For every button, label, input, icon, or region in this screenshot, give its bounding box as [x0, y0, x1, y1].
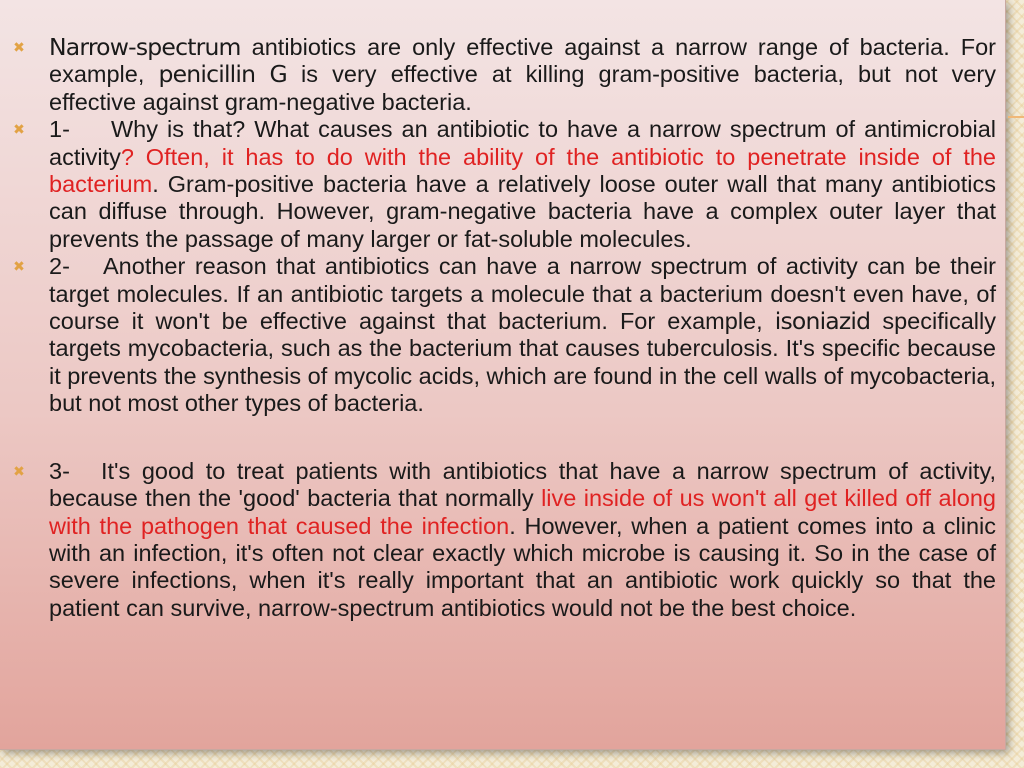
bullet-3: [0, 458, 996, 622]
keyword-narrow-spectrum: Narrow-spectrum: [49, 33, 241, 61]
bullet-number: 2-: [49, 253, 70, 280]
bullet-number: 1-: [49, 116, 70, 143]
bullet-text: . Gram-positive bacteria have a relatively loose outer wall that many antibiotics can diffuse through. However, gram-negative bacteria have a complex outer layer that prevents the passage of many larger or fat-soluble molecules.: [49, 171, 996, 252]
highlighted-text: live inside of us won't all get killed off along with the pathogen that caused the infection: [49, 485, 996, 539]
accent-line: [1008, 116, 1024, 118]
x-bullet-icon: ✖: [13, 258, 25, 275]
bullet-1: [0, 116, 996, 253]
bullet-text: specifically targets mycobacteria, such as the bacterium that causes tuberculosis. It's specific because it prevents the synthesis of mycolic acids, which are found in the cell walls of mycobacteria, but not most other types of bacteria.: [49, 308, 996, 417]
bullet-text: Why is that? What causes an antibiotic to have a narrow spectrum of antimicrobial activity: [49, 116, 996, 170]
bullet-text: It's good to treat patients with antibiotics that have a narrow spectrum of activity, because then the 'good' bacteria that normally: [49, 457, 996, 512]
bullet-list: [0, 34, 1005, 622]
bullet-text: is very effective at killing gram-positive bacteria, but not very effective against gram-negative bacteria.: [49, 61, 997, 115]
keyword-isoniazid: isoniazid: [774, 307, 871, 336]
x-bullet-icon: ✖: [13, 39, 25, 55]
keyword-penicillin-g: penicillin G: [158, 60, 287, 89]
bullet-2: [0, 253, 996, 417]
x-bullet-icon: ✖: [13, 462, 25, 479]
highlighted-text: ? Often, it has to do with the ability of the antibiotic to penetrate inside of the bacterium: [49, 143, 996, 198]
bullet-text: antibiotics are only effective against a narrow range of bacteria. For example,: [49, 34, 996, 88]
bullet-number: 3-: [49, 457, 70, 484]
bullet-text: . However, when a patient comes into a clinic with an infection, it's often not clear exactly which microbe is causing it. So in the case of severe infections, when it's really important that an antibiotic work quickly so that the patient can survive, narrow-spectrum antibiotics would not be the best choice.: [49, 512, 996, 621]
bullet-text: Another reason that antibiotics can have a narrow spectrum of activity can be their target molecules. If an antibiotic targets a molecule that a bacterium doesn't even have, of course it won't be effective against that bacterium. For example,: [49, 253, 996, 335]
x-bullet-icon: ✖: [13, 121, 25, 138]
bullet-narrow-spectrum: [0, 34, 996, 116]
